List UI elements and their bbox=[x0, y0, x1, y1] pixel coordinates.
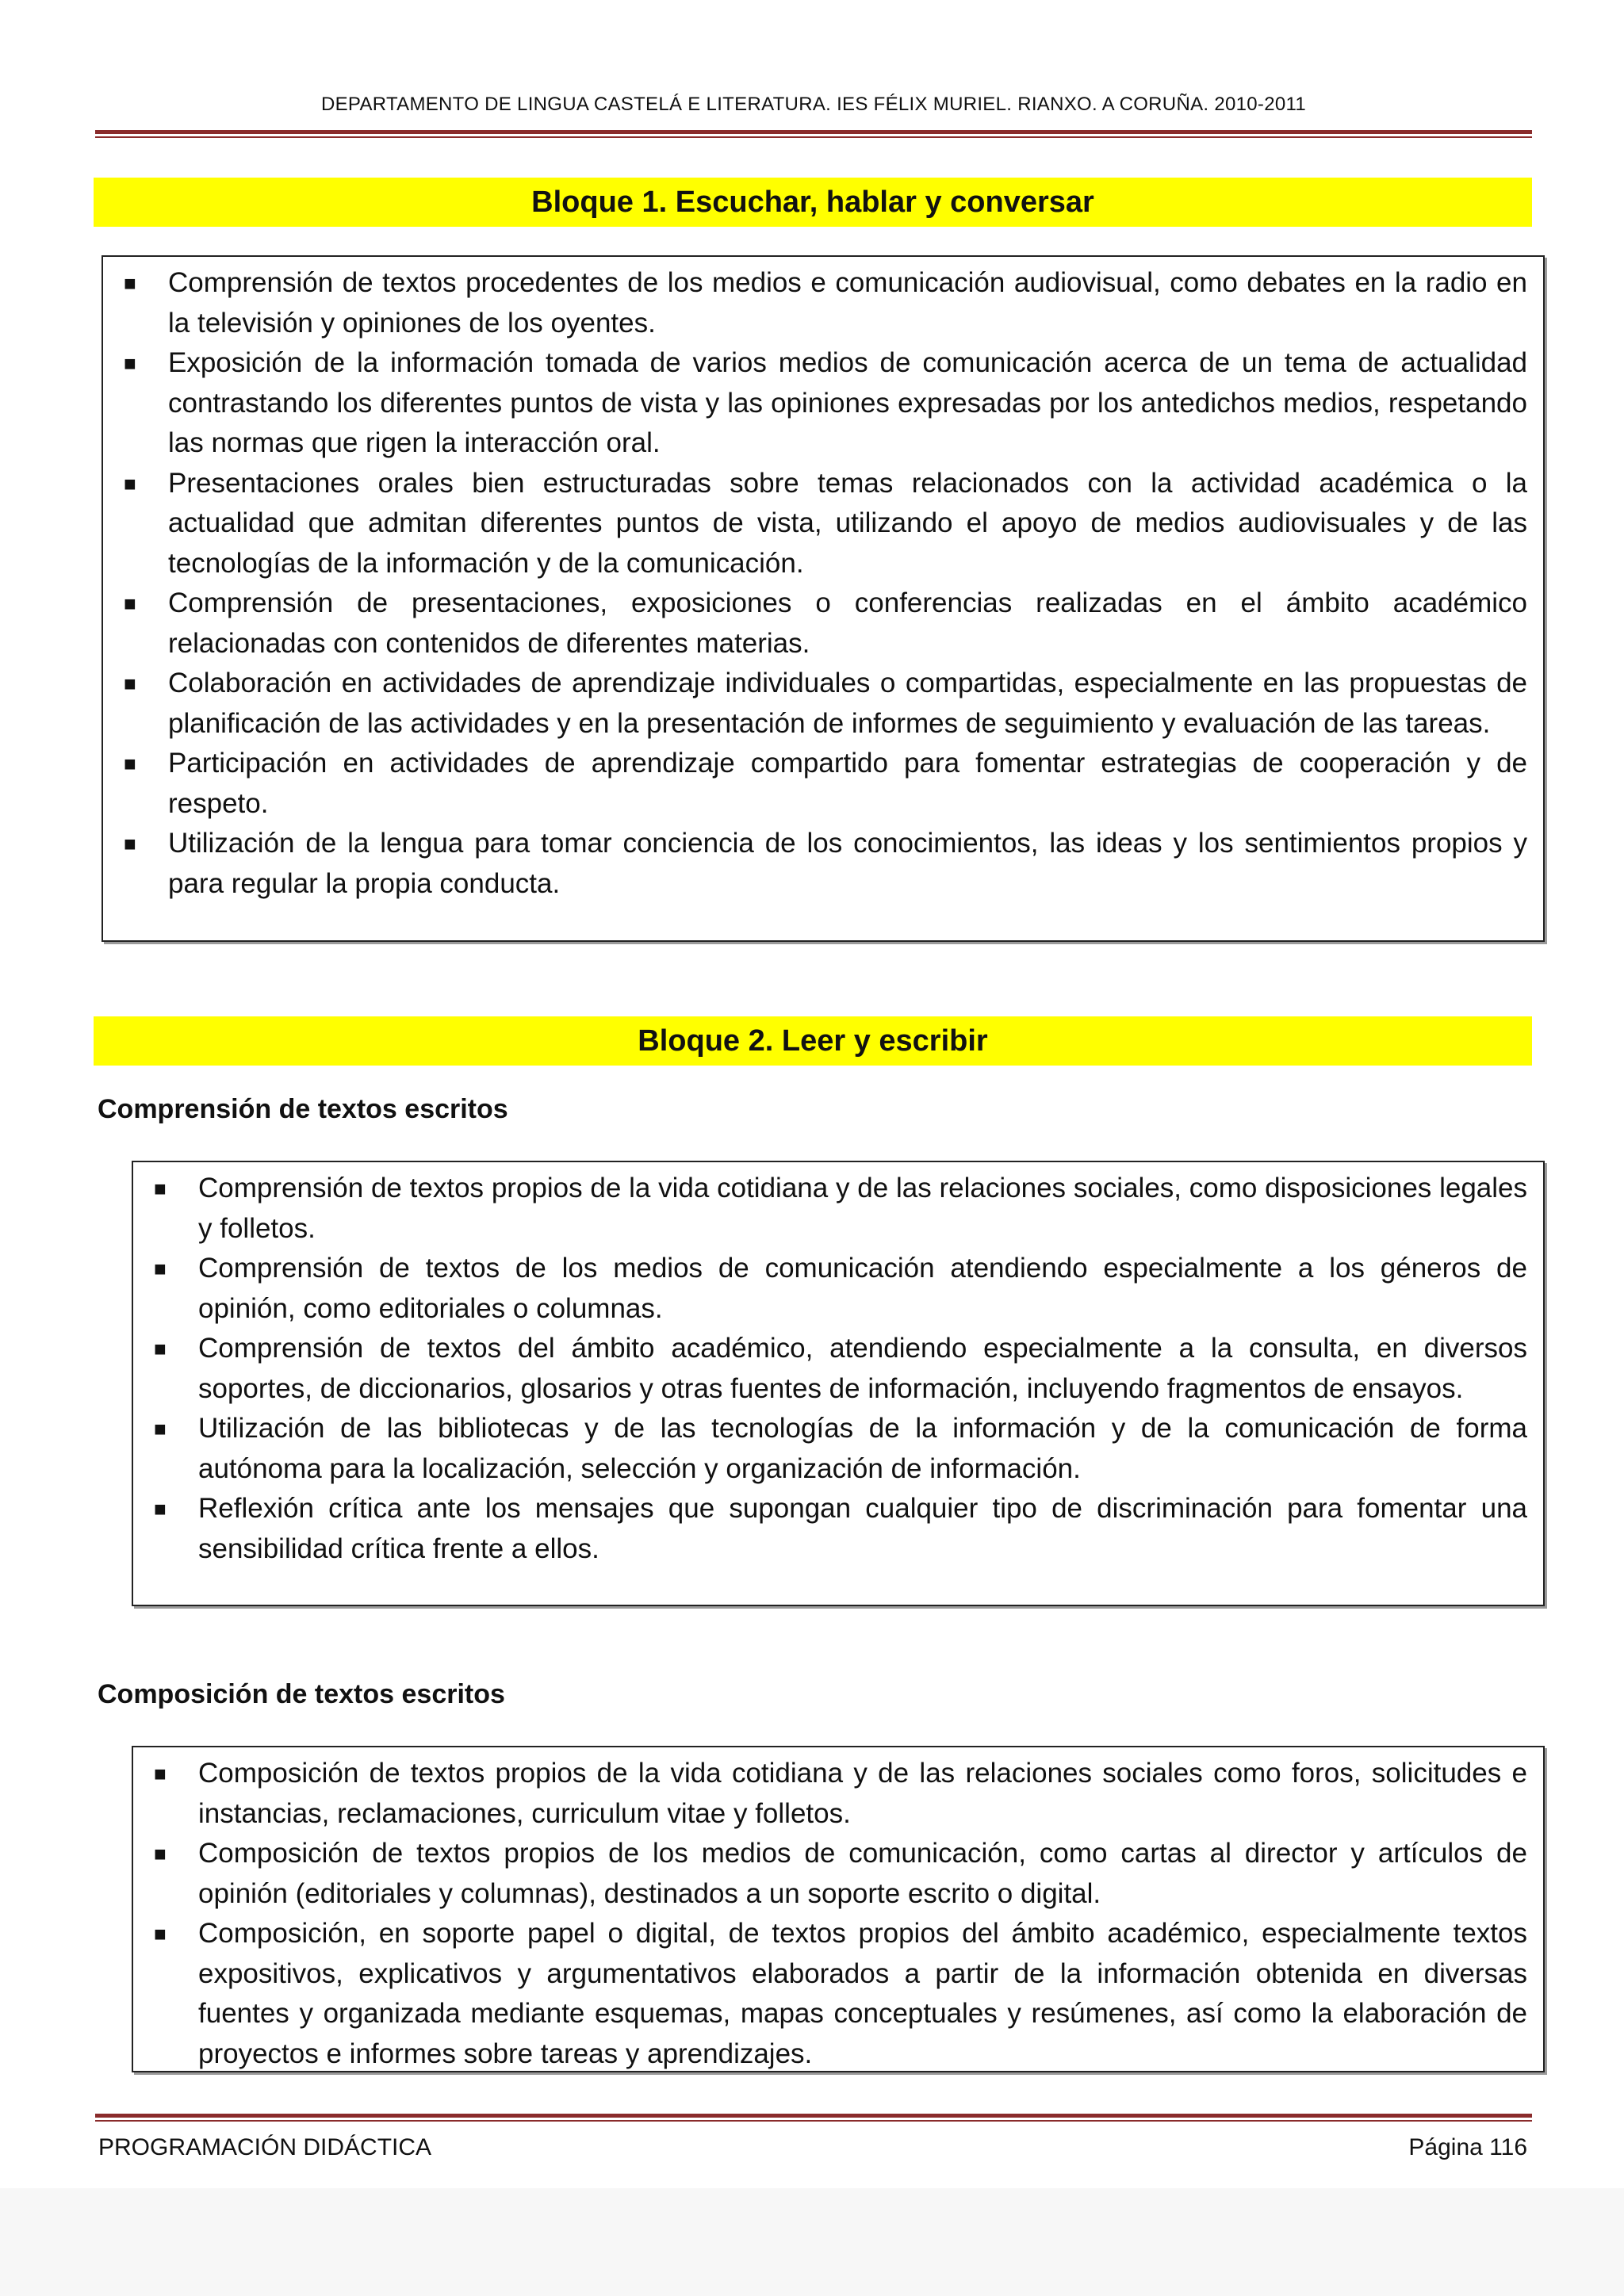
list-item bbox=[103, 584, 1527, 664]
list-item bbox=[133, 1834, 1527, 1914]
comprension-subtitle: Comprensión de textos escritos bbox=[98, 1094, 508, 1124]
list-item bbox=[133, 1169, 1527, 1249]
bullet-square-icon: ■ bbox=[124, 752, 136, 775]
list-item bbox=[103, 664, 1527, 744]
list-item bbox=[133, 1914, 1527, 2074]
bullet-square-icon: ■ bbox=[154, 1177, 167, 1200]
list-item bbox=[103, 824, 1527, 904]
composicion-box bbox=[132, 1746, 1545, 2072]
list-item-text: Composición de textos propios de la vida cotidiana y de las relaciones sociales como foros, solicitudes e instancias, reclamaciones, curriculum vitae y folletos. bbox=[198, 1758, 1527, 1829]
bloque1-list bbox=[103, 263, 1527, 904]
bullet-square-icon: ■ bbox=[124, 591, 136, 615]
header-rule bbox=[95, 130, 1532, 138]
list-item-text: Comprensión de textos del ámbito académico, atendiendo especialmente a la consulta, en diversos soportes, de diccionarios, glosarios y otras fuentes de información, incluyendo fragmentos de ensayos. bbox=[198, 1333, 1527, 1404]
list-item-text: Utilización de la lengua para tomar conciencia de los conocimientos, las ideas y los sentimientos propios y para regular la propia conducta. bbox=[168, 828, 1527, 899]
bullet-square-icon: ■ bbox=[124, 351, 136, 375]
bullet-square-icon: ■ bbox=[154, 1497, 167, 1521]
list-item-text: Comprensión de textos procedentes de los medios e comunicación audiovisual, como debates en la radio en la televisión y opiniones de los oyentes. bbox=[168, 267, 1527, 339]
footer-rule bbox=[95, 2114, 1532, 2122]
bullet-square-icon: ■ bbox=[154, 1762, 167, 1785]
list-item-text: Utilización de las bibliotecas y de las tecnologías de la información y de la comunicación de forma autónoma para la localización, selección y organización de información. bbox=[198, 1413, 1527, 1484]
bullet-square-icon: ■ bbox=[124, 672, 136, 695]
page-header: DEPARTAMENTO DE LINGUA CASTELÁ E LITERATURA. IES FÉLIX MURIEL. RIANXO. A CORUÑA. 2010-2011 bbox=[320, 94, 1307, 115]
bullet-square-icon: ■ bbox=[124, 471, 136, 496]
list-item-text: Exposición de la información tomada de varios medios de comunicación acerca de un tema de actualidad contrastando los diferentes puntos de vista y las opiniones expresadas por los antedichos medios, respetando las normas que rigen la interacción oral. bbox=[168, 347, 1527, 458]
list-item-text: Participación en actividades de aprendizaje compartido para fomentar estrategias de cooperación y de respeto. bbox=[168, 748, 1527, 819]
page-bottom-margin bbox=[0, 2188, 1624, 2296]
list-item-text: Composición de textos propios de los medios de comunicación, como cartas al director y artículos de opinión (editoriales y columnas), destinados a un soporte escrito o digital. bbox=[198, 1838, 1527, 1909]
bloque1-box bbox=[102, 255, 1545, 942]
bullet-square-icon: ■ bbox=[154, 1337, 167, 1360]
list-item-text: Composición, en soporte papel o digital, de textos propios del ámbito académico, especialmente textos expositivos, explicativos y argumentativos elaborados a partir de la información obtenida en diversas fuentes y organizada mediante esquemas, mapas conceptuales y resúmenes, así como la elaboración de proyectos e informes sobre tareas y aprendizajes. bbox=[198, 1918, 1527, 2069]
list-item-text: Colaboración en actividades de aprendizaje individuales o compartidas, especialmente en las propuestas de planificación de las actividades y en la presentación de informes de seguimiento y evaluación de las tareas. bbox=[168, 668, 1527, 739]
footer-title: PROGRAMACIÓN DIDÁCTICA bbox=[98, 2134, 432, 2160]
composicion-subtitle: Composición de textos escritos bbox=[98, 1679, 505, 1709]
list-item bbox=[133, 1409, 1527, 1489]
list-item bbox=[103, 343, 1527, 464]
bloque2-title: Bloque 2. Leer y escribir bbox=[94, 1016, 1532, 1066]
comprension-list bbox=[133, 1169, 1527, 1569]
list-item-text: Reflexión crítica ante los mensajes que supongan cualquier tipo de discriminación para fomentar una sensibilidad crítica frente a ellos. bbox=[198, 1493, 1527, 1564]
list-item-text: Comprensión de presentaciones, exposiciones o conferencias realizadas en el ámbito académico relacionadas con contenidos de diferentes materias. bbox=[168, 587, 1527, 659]
comprension-box bbox=[132, 1161, 1545, 1606]
bullet-square-icon: ■ bbox=[124, 271, 136, 295]
composicion-list bbox=[133, 1754, 1527, 2074]
list-item bbox=[103, 263, 1527, 343]
page-number: Página 116 bbox=[1408, 2134, 1527, 2160]
list-item bbox=[103, 464, 1527, 584]
list-item-text: Comprensión de textos de los medios de comunicación atendiendo especialmente a los géneros de opinión, como editoriales o columnas. bbox=[198, 1253, 1527, 1324]
list-item bbox=[133, 1754, 1527, 1834]
bullet-square-icon: ■ bbox=[124, 832, 136, 855]
bullet-square-icon: ■ bbox=[154, 1842, 167, 1866]
list-item bbox=[133, 1329, 1527, 1409]
bullet-square-icon: ■ bbox=[154, 1922, 167, 1946]
list-item bbox=[103, 744, 1527, 824]
bullet-square-icon: ■ bbox=[154, 1257, 167, 1280]
list-item-text: Comprensión de textos propios de la vida cotidiana y de las relaciones sociales, como disposiciones legales y folletos. bbox=[198, 1173, 1527, 1244]
list-item bbox=[133, 1249, 1527, 1329]
list-item bbox=[133, 1489, 1527, 1569]
bloque1-title: Bloque 1. Escuchar, hablar y conversar bbox=[94, 178, 1532, 227]
list-item-text: Presentaciones orales bien estructuradas sobre temas relacionados con la actividad académica o la actualidad que admitan diferentes puntos de vista, utilizando el apoyo de medios audiovisuales y de las tecnologías de la información y de la comunicación. bbox=[168, 467, 1527, 579]
bullet-square-icon: ■ bbox=[154, 1417, 167, 1441]
